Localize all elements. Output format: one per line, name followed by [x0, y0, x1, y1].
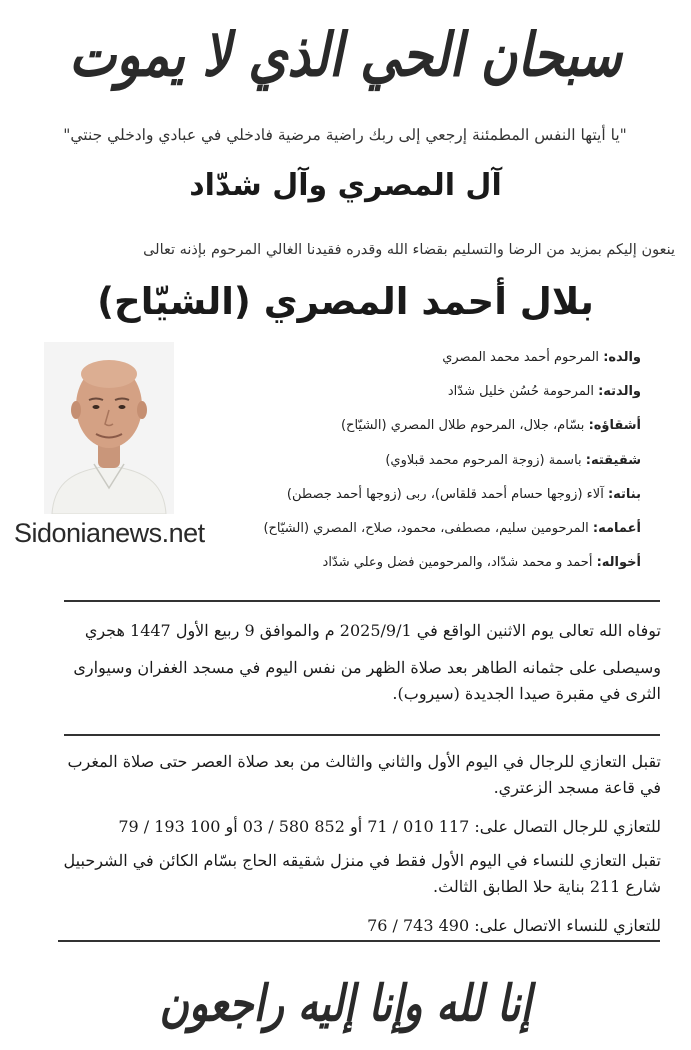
death-notice: توفاه الله تعالى يوم الاثنين الواقع في 2025/9/1 م والموافق 9 ربيع الأول 1447 هجري: [84, 621, 661, 640]
relative-value: المرحومين سليم، مصطفى، محمود، صلاح، المصري (الشيّاح): [263, 521, 589, 537]
verse-text: يا أيتها النفس المطمئنة إرجعي إلى ربك راضية مرضية فادخلي في عبادي وادخلي جنتي: [70, 126, 620, 144]
relatives-list: [181, 340, 641, 580]
relative-sister: [181, 443, 641, 477]
relative-label: شقيقته:: [585, 452, 641, 468]
phone-women: للتعازي للنساء الاتصال على: 490 743 / 76: [367, 916, 661, 935]
relative-label: والدته:: [598, 383, 641, 399]
footer-calligraphy-text: إنا لله وإنا إليه راجعون: [159, 973, 532, 1033]
divider: [58, 940, 660, 942]
announcement: ينعون إليكم بمزيد من الرضا والتسليم بقضاء الله وقدره فقيدنا الغالي المرحوم بإذنه تعالى: [143, 242, 675, 258]
header-calligraphy-text: سبحان الحي الذي لا يموت: [69, 18, 622, 90]
relative-label: أعمامه:: [592, 521, 641, 537]
quran-verse: [20, 126, 670, 144]
verse-open-quote: ": [619, 126, 627, 144]
prayer-notice: وسيصلى على جثمانه الطاهر بعد صلاة الظهر من نفس اليوم في مسجد الغفران وسيوارى الثرى في مقبرة صيدا الجديدة (سيروب).: [73, 658, 661, 703]
relative-value: باسمة (زوجة المرحوم محمد قبلاوي): [385, 452, 582, 468]
relative-value: آلاء (زوجها حسام أحمد قلقاس)، ربى (زوجها أحمد جصطن): [286, 486, 604, 502]
phone-men: للتعازي للرجال التصال على: 117 010 / 71 أو 852 580 / 03 أو 100 193 / 79: [118, 817, 661, 836]
portrait-image: [44, 342, 174, 514]
verse-close-quote: ": [63, 126, 71, 144]
relative-value: المرحومة حُسُن خليل شدّاد: [447, 383, 594, 399]
divider: [64, 600, 660, 602]
relative-father: [181, 340, 641, 374]
footer-calligraphy: [0, 960, 691, 1046]
family-name: آل المصري وآل شدّاد: [189, 168, 502, 203]
relative-label: بناته:: [607, 486, 641, 502]
divider: [64, 734, 660, 736]
relative-value: بسّام، جلال، المرحوم طلال المصري (الشيّاح): [340, 418, 585, 434]
relative-label: أخواله:: [596, 555, 641, 571]
condolences-men: تقبل التعازي للرجال في اليوم الأول والثاني والثالث من بعد صلاة العصر حتى صلاة المغرب في قاعة مسجد الزعتري.: [67, 752, 661, 797]
relative-uncles: [181, 511, 641, 545]
deceased-name: بلال أحمد المصري (الشيّاح): [97, 280, 594, 323]
relative-label: والده:: [603, 349, 641, 365]
watermark: Sidonianews.net: [14, 518, 205, 548]
deceased-photo: [44, 342, 174, 514]
condolences-women: تقبل التعازي للنساء في اليوم الأول فقط في منزل شقيقه الحاج بسّام الكائن في الشرحبيل شارع 211 بناية حلا الطابق الثالث.: [63, 851, 661, 896]
relative-daughters: [181, 477, 641, 511]
relative-value: أحمد و محمد شدّاد، والمرحومين فضل وعلي شدّاد: [322, 555, 593, 571]
relative-label: أشقاؤه:: [588, 418, 641, 434]
relative-brothers: [181, 409, 641, 443]
relative-mother: [181, 374, 641, 408]
header-calligraphy: [0, 4, 691, 104]
relative-value: المرحوم أحمد محمد المصري: [442, 349, 600, 365]
relative-maternal-uncles: [181, 546, 641, 580]
